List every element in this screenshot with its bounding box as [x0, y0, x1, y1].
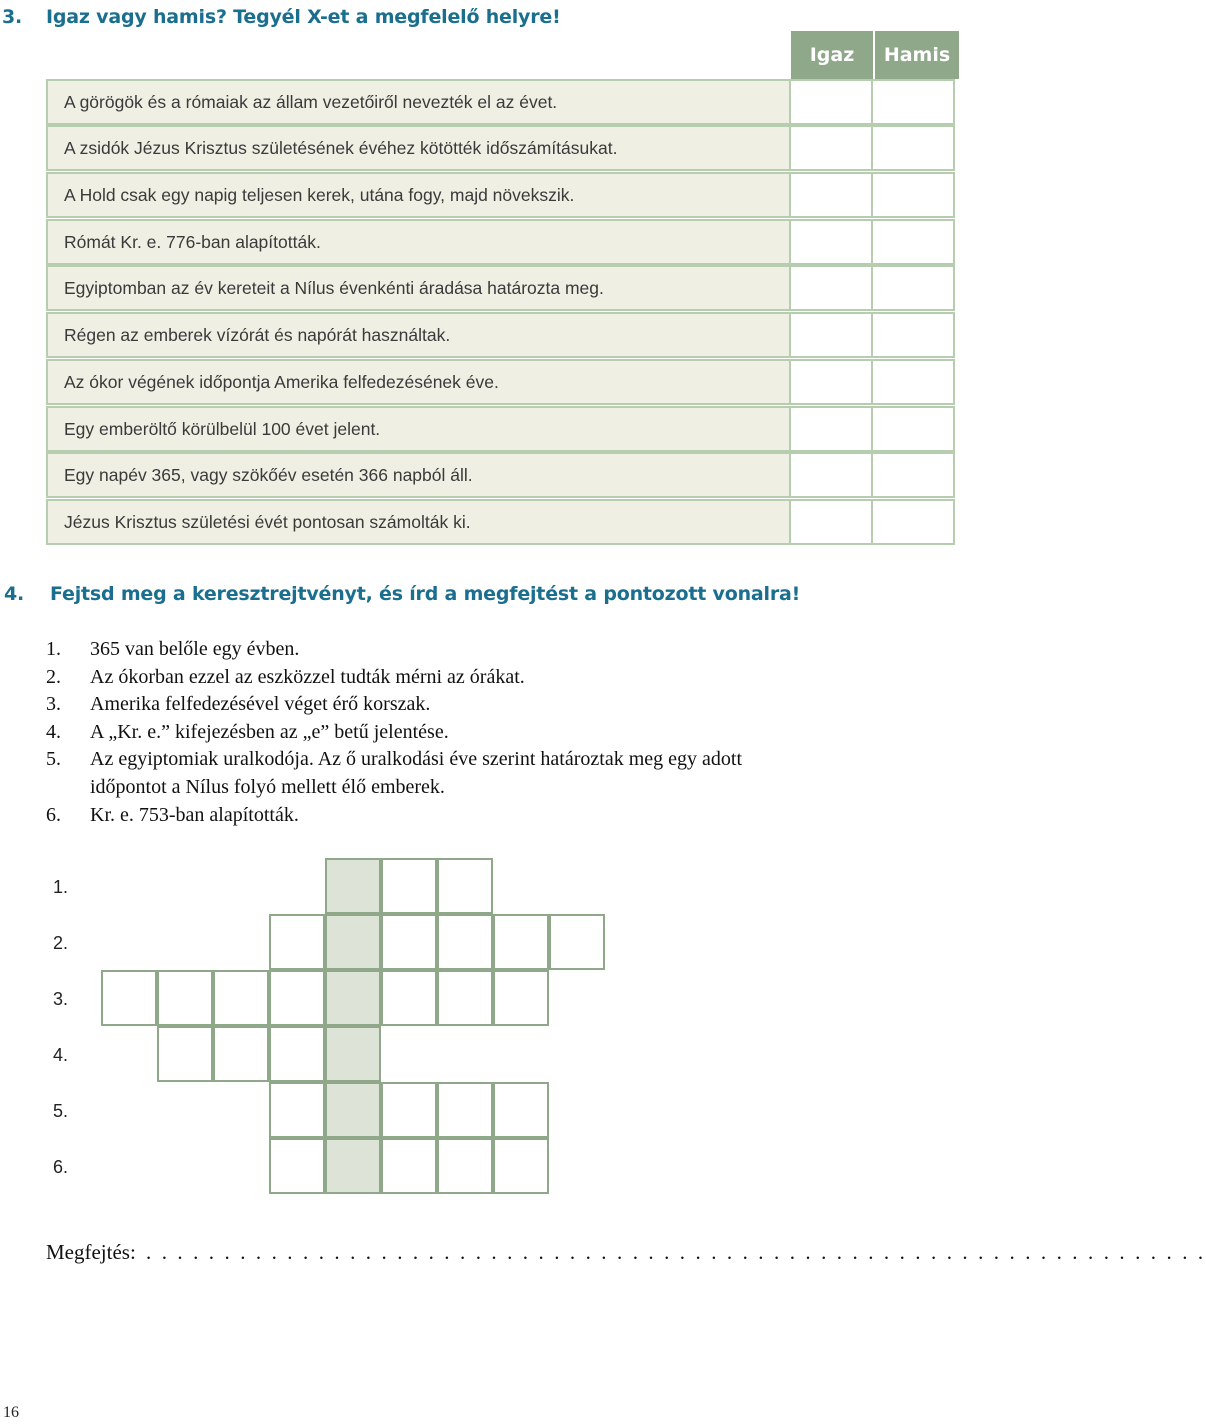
clue-number: 2.	[46, 665, 61, 688]
crossword-cell[interactable]	[437, 1082, 493, 1138]
list-item	[46, 664, 806, 692]
table-row	[46, 406, 960, 452]
page-number: 16	[3, 1404, 19, 1421]
list-item	[46, 746, 806, 801]
crossword-cell[interactable]	[269, 914, 325, 970]
crossword-row-label: 4.	[53, 1045, 69, 1065]
crossword-cell[interactable]	[493, 1138, 549, 1194]
table-row	[46, 79, 960, 125]
false-checkbox[interactable]	[873, 312, 955, 358]
column-header-false: Hamis	[875, 31, 959, 79]
crossword-cell[interactable]	[157, 1026, 213, 1082]
clue-number: 4.	[46, 720, 61, 743]
clue-text: Amerika felfedezésével véget érő korszak.	[90, 693, 431, 716]
crossword-cell[interactable]	[213, 1026, 269, 1082]
solution-answer-line[interactable]: . . . . . . . . . . . . . . . . . . . . . . . . . . . . . . . . . . . . . . . . . . . . . . . . . . . . . . . . . . . . . . . . . . . .	[146, 1240, 1206, 1264]
list-item	[46, 636, 806, 664]
crossword-cell[interactable]	[269, 970, 325, 1026]
task3-number: 3.	[2, 6, 23, 28]
task4-number: 4.	[4, 583, 25, 605]
clue-text: 365 van belőle egy évben.	[90, 638, 300, 660]
crossword-row-label: 2.	[53, 933, 69, 953]
statement-text: Egyiptomban az év kereteit a Nílus évenkénti áradása határozta meg.	[46, 265, 789, 311]
statement-text: Régen az emberek vízórát és napórát használtak.	[46, 312, 789, 358]
statement-text: Az ókor végének időpontja Amerika felfedezésének éve.	[46, 359, 789, 405]
statement-text: Egy napév 365, vagy szökőév esetén 366 napból áll.	[46, 452, 789, 498]
table-row	[46, 125, 960, 171]
true-checkbox[interactable]	[789, 219, 873, 265]
clue-text: A „Kr. e.” kifejezésben az „e” betű jelentése.	[90, 720, 449, 743]
true-checkbox[interactable]	[789, 406, 873, 452]
crossword-cell[interactable]	[381, 970, 437, 1026]
crossword-key-cell[interactable]	[325, 858, 381, 914]
false-checkbox[interactable]	[873, 499, 955, 545]
false-checkbox[interactable]	[873, 219, 955, 265]
true-checkbox[interactable]	[789, 79, 873, 125]
task3-title: Igaz vagy hamis? Tegyél X-et a megfelelő helyre!	[46, 6, 561, 28]
table-row	[46, 172, 960, 218]
false-checkbox[interactable]	[873, 359, 955, 405]
list-item	[46, 802, 806, 830]
column-header-true: Igaz	[791, 31, 873, 79]
table-row	[46, 265, 960, 311]
task4-title: Fejtsd meg a keresztrejtvényt, és írd a megfejtést a pontozott vonalra!	[50, 583, 801, 605]
statement-text: A Hold csak egy napig teljesen kerek, utána fogy, majd növekszik.	[46, 172, 789, 218]
crossword-cell[interactable]	[381, 914, 437, 970]
false-checkbox[interactable]	[873, 406, 955, 452]
solution-label: Megfejtés:	[46, 1240, 136, 1264]
list-item	[46, 719, 806, 747]
crossword-cell[interactable]	[493, 914, 549, 970]
true-checkbox[interactable]	[789, 265, 873, 311]
crossword-cell[interactable]	[269, 1026, 325, 1082]
clue-number: 1.	[46, 638, 61, 660]
crossword-cell[interactable]	[101, 970, 157, 1026]
true-checkbox[interactable]	[789, 312, 873, 358]
crossword-cell[interactable]	[437, 970, 493, 1026]
statement-text: Rómát Kr. e. 776-ban alapították.	[46, 219, 789, 265]
crossword-cell[interactable]	[437, 1138, 493, 1194]
crossword-cell[interactable]	[269, 1138, 325, 1194]
false-checkbox[interactable]	[873, 125, 955, 171]
false-checkbox[interactable]	[873, 452, 955, 498]
crossword-cell[interactable]	[213, 970, 269, 1026]
statement-text: Egy emberöltő körülbelül 100 évet jelent.	[46, 406, 789, 452]
crossword-cell[interactable]	[157, 970, 213, 1026]
table-row	[46, 219, 960, 265]
true-checkbox[interactable]	[789, 125, 873, 171]
clue-number: 5.	[46, 748, 61, 771]
statement-text: A zsidók Jézus Krisztus születésének évéhez kötötték időszámításukat.	[46, 125, 789, 171]
crossword-row-label: 3.	[53, 989, 69, 1009]
false-checkbox[interactable]	[873, 79, 955, 125]
clue-number: 6.	[46, 803, 61, 826]
crossword-cell[interactable]	[549, 914, 605, 970]
statement-text: Jézus Krisztus születési évét pontosan számolták ki.	[46, 499, 789, 545]
clue-text: Az egyiptomiak uralkodója. Az ő uralkodási éve szerint határoztak meg egy adott időpontot a Nílus folyó mellett élő emberek.	[90, 748, 743, 798]
false-checkbox[interactable]	[873, 172, 955, 218]
crossword-key-cell[interactable]	[325, 970, 381, 1026]
crossword-cell[interactable]	[437, 858, 493, 914]
table-row	[46, 312, 960, 358]
table-row	[46, 452, 960, 498]
crossword-cell[interactable]	[381, 1082, 437, 1138]
list-item	[46, 691, 806, 719]
crossword-cell[interactable]	[493, 970, 549, 1026]
crossword-row-label: 6.	[53, 1157, 69, 1177]
crossword-key-cell[interactable]	[325, 1082, 381, 1138]
crossword-row-label: 1.	[53, 877, 69, 897]
true-checkbox[interactable]	[789, 172, 873, 218]
task4-heading	[2, 583, 800, 605]
crossword-cell[interactable]	[493, 1082, 549, 1138]
false-checkbox[interactable]	[873, 265, 955, 311]
clue-text: Kr. e. 753-ban alapították.	[90, 803, 299, 826]
crossword-key-cell[interactable]	[325, 1026, 381, 1082]
crossword-row-label: 5.	[53, 1101, 69, 1121]
statement-text: A görögök és a rómaiak az állam vezetőiről nevezték el az évet.	[46, 79, 789, 125]
true-checkbox[interactable]	[789, 499, 873, 545]
crossword-cell[interactable]	[381, 1138, 437, 1194]
table-row	[46, 359, 960, 405]
task3-heading	[0, 6, 561, 28]
clue-number: 3.	[46, 693, 61, 716]
crossword-cell[interactable]	[437, 914, 493, 970]
crossword-cell[interactable]	[269, 1082, 325, 1138]
crossword-key-cell[interactable]	[325, 914, 381, 970]
true-checkbox[interactable]	[789, 452, 873, 498]
clue-text: Az ókorban ezzel az eszközzel tudták mérni az órákat.	[90, 665, 525, 688]
clue-list	[46, 636, 806, 829]
crossword-key-cell[interactable]	[325, 1138, 381, 1194]
true-checkbox[interactable]	[789, 359, 873, 405]
crossword-cell[interactable]	[381, 858, 437, 914]
table-row	[46, 499, 960, 545]
